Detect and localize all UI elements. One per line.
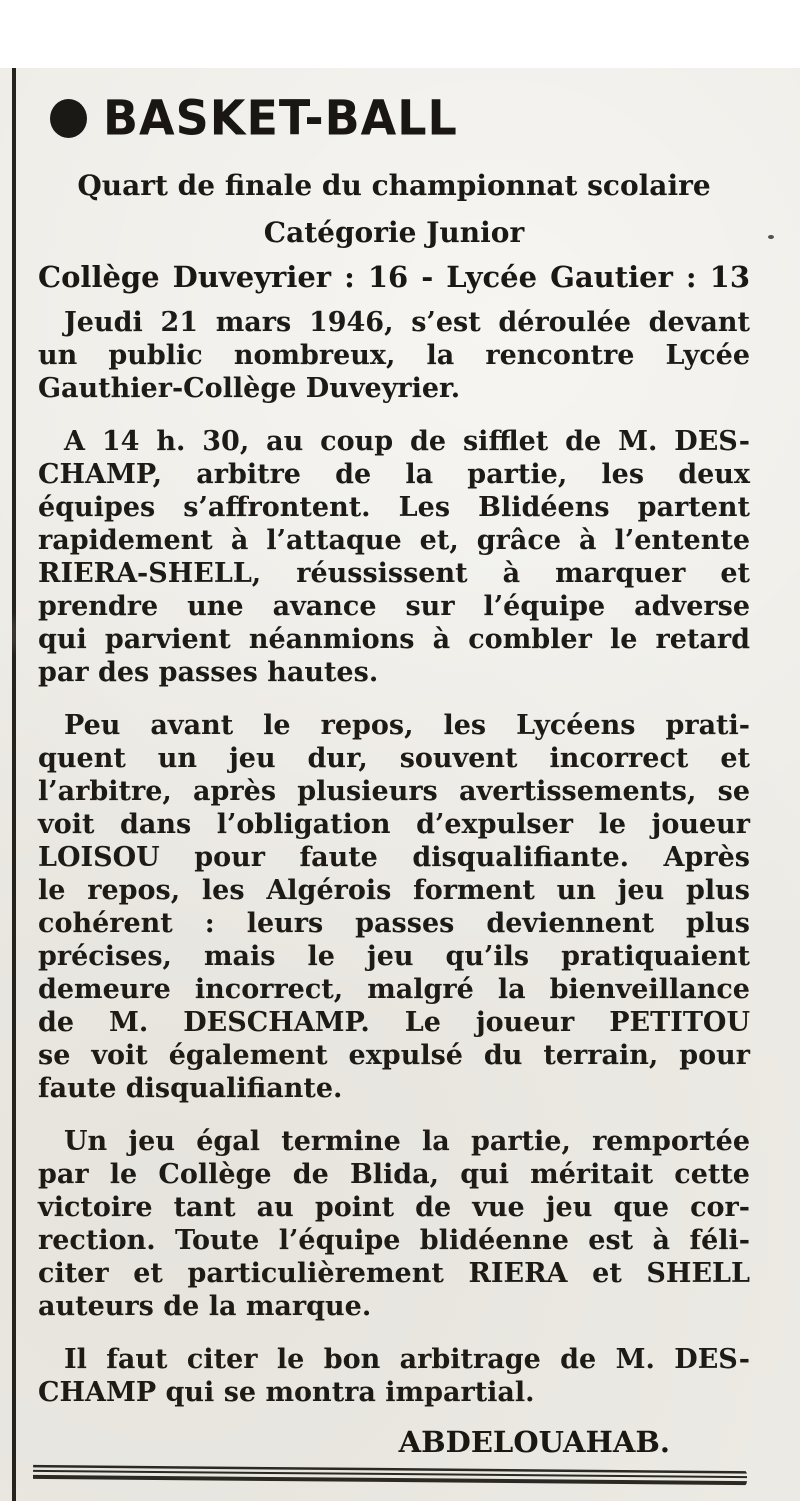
- paragraph: [38, 425, 750, 689]
- paragraph-line: qui parvient néanmions à combler le retard: [38, 624, 750, 655]
- paragraph-line: RIERA-SHELL, réussissent à marquer et: [38, 558, 750, 589]
- article-body: [38, 306, 750, 1409]
- section-title: BASKET-BALL: [103, 89, 458, 147]
- article-subtitles: [38, 162, 750, 256]
- paragraph-line: citer et particulièrement RIERA et SHELL: [38, 1258, 750, 1289]
- paragraph-line: Gauthier-Collège Duveyrier.: [38, 373, 461, 404]
- subtitle-line-2: Catégorie Junior: [263, 216, 525, 249]
- paragraph-line: par le Collège de Blida, qui méritait cette: [38, 1159, 750, 1190]
- paragraph: [38, 306, 750, 405]
- paragraph: [38, 709, 750, 1105]
- paragraph-line: auteurs de la marque.: [38, 1291, 372, 1322]
- paragraph-line: Un jeu égal termine la partie, remportée: [64, 1126, 750, 1157]
- paragraph-line: précises, mais le jeu qu’ils pratiquaient: [38, 941, 750, 972]
- paragraph-line: par des passes hautes.: [38, 657, 379, 688]
- paragraph-line: cohérent : leurs passes deviennent plus: [38, 908, 750, 939]
- paragraph-line: Peu avant le repos, les Lycéens prati-: [64, 710, 750, 741]
- paragraph-line: Il faut citer le bon arbitrage de M. DES-: [64, 1344, 750, 1375]
- paragraph-line: se voit également expulsé du terrain, pour: [38, 1040, 750, 1071]
- paragraph-line: équipes s’affrontent. Les Blidéens partent: [38, 492, 750, 523]
- left-column-rule: [12, 68, 16, 1501]
- paragraph: [38, 1343, 750, 1409]
- section-bullet-icon: [50, 99, 87, 138]
- paragraph-line: le repos, les Algérois forment un jeu plus: [38, 875, 750, 906]
- paragraph-line: un public nombreux, la rencontre Lycée: [38, 340, 750, 371]
- article: [38, 68, 750, 1459]
- paragraph-line: rection. Toute l’équipe blidéenne est à féli-: [38, 1225, 750, 1256]
- paragraph-line: de M. DESCHAMP. Le joueur PETITOU: [38, 1007, 750, 1038]
- subtitle-line-1: Quart de finale du championnat scolaire: [77, 169, 711, 202]
- ink-speck: [768, 235, 774, 239]
- section-header: [38, 90, 750, 146]
- paragraph-line: A 14 h. 30, au coup de sifflet de M. DES-: [64, 426, 750, 457]
- paragraph-line: faute disqualifiante.: [38, 1073, 343, 1104]
- author-signature: ABDELOUAHAB.: [398, 1425, 670, 1459]
- paragraph-line: prendre une avance sur l’équipe adverse: [38, 591, 750, 622]
- paragraph-line: CHAMP qui se montra impartial.: [38, 1377, 535, 1408]
- paragraph-line: CHAMP, arbitre de la partie, les deux: [38, 459, 750, 490]
- paragraph-line: quent un jeu dur, souvent incorrect et: [38, 743, 750, 774]
- paragraph-line: rapidement à l’attaque et, grâce à l’entente: [38, 525, 750, 556]
- paragraph-line: victoire tant au point de vue jeu que cor-: [38, 1192, 750, 1223]
- paragraph-line: demeure incorrect, malgré la bienveillance: [38, 974, 750, 1005]
- paragraph-line: voit dans l’obligation d’expulser le joueur: [38, 809, 750, 840]
- match-score-line: Collège Duveyrier : 16 - Lycée Gautier : 13: [38, 260, 750, 294]
- paragraph: [38, 1125, 750, 1323]
- paragraph-line: LOISOU pour faute disqualifiante. Après: [38, 842, 750, 873]
- paragraph-line: l’arbitre, après plusieurs avertissements, se: [38, 776, 750, 807]
- paragraph-line: Jeudi 21 mars 1946, s’est déroulée devant: [64, 307, 750, 338]
